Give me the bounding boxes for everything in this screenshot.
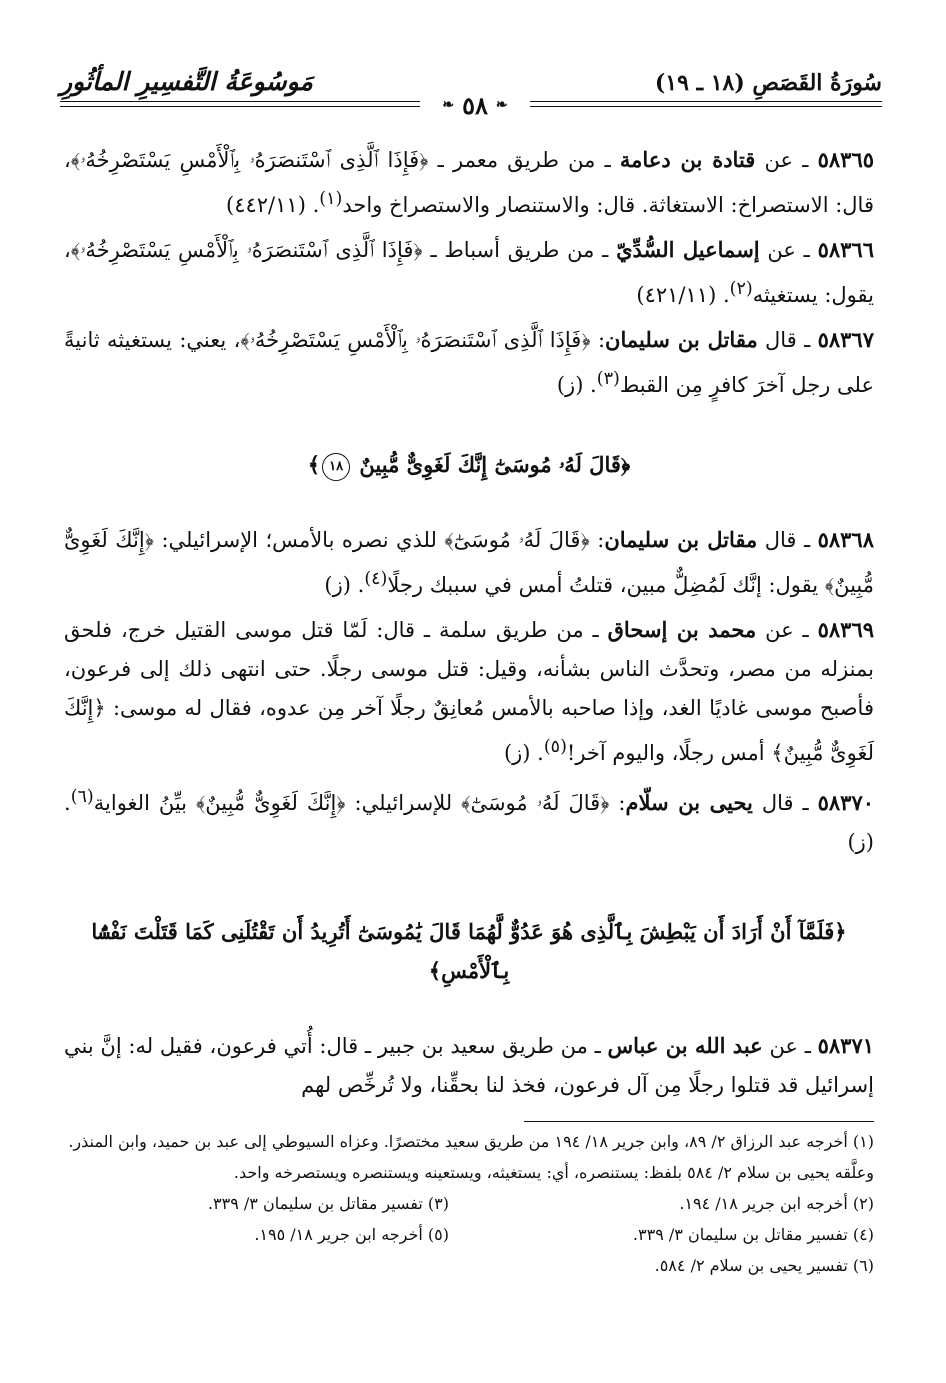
source-ref: . (ز) xyxy=(64,791,874,854)
narrator-name: مقاتل بن سليمان xyxy=(604,527,758,552)
entry-text: : ﴿قَالَ لَهُۥ مُوسَىٰٓ﴾ للإسرائيلي: ﴿إِنَّكَ لَغَوِىٌّ مُّبِينٌ﴾ بيِّنُ الغواية xyxy=(93,791,626,815)
footnote-divider xyxy=(524,1121,874,1122)
entry-text: ـ من طريق سلمة ـ قال: لَمّا قتل موسى القتيل خرج، فلحق بمنزله من مصر، وتحدَّث الناس بشأنه، وقيل: قتل موسى رجلًا. حتى انتهى ذلك إلى فرعون، فأصبح موسى غاديًا الغد، وإذا صاحبه بالأمس مُعانِقٌ رجلًا آخر مِن عدوه، فقال له موسى: ﴿إِنَّكَ لَغَوِىٌّ مُّبِينٌ﴾ أمس رجلًا، واليوم آخر! xyxy=(64,618,874,765)
entry: ٥٨٣٦٧ ـ قال مقاتل بن سليمان: ﴿فَإِذَا ٱلَّذِى ٱسْتَنصَرَهُۥ بِٱلْأَمْسِ يَسْتَصْرِخُهُۥ﴾، يعني: يستغيثه ثانيةً على رجل آخرَ كافرٍ مِن القبط$^{(٣)}$. (ز) xyxy=(64,327,874,397)
quran-verse xyxy=(64,912,874,990)
entry-text: : ﴿فَإِذَا ٱلَّذِى ٱسْتَنصَرَهُۥ بِٱلْأَمْسِ يَسْتَصْرِخُهُۥ﴾، يعني: يستغيثه ثانيةً على رجل آخرَ كافرٍ مِن القبط xyxy=(64,328,874,397)
entry: ٥٨٣٦٥ ـ عن قتادة بن دعامة ـ من طريق معمر ـ ﴿فَإِذَا ٱلَّذِى ٱسْتَنصَرَهُۥ بِٱلْأَمْسِ يَسْتَصْرِخُهُۥ﴾، قال: الاستصراخ: الاستغاثة. قال: والاستنصار والاستصراخ واحد$^{(١)}$. (٤٤٢/١١) xyxy=(64,147,875,217)
entry-number: ٥٨٣٧١ xyxy=(817,1033,875,1058)
quran-verse: ﴿قَالَ لَهُۥ مُوسَىٰٓ إِنَّكَ لَغَوِىٌّ مُّبِينٌ ١٨﴾ xyxy=(64,445,874,484)
source-ref: . (٤٤٢/١١) xyxy=(226,193,320,217)
source-ref: . (٤٢١/١١) xyxy=(636,283,730,307)
entry: ٥٨٣٦٨ ـ قال مقاتل بن سليمان: ﴿قَالَ لَهُۥ مُوسَىٰٓ﴾ للذي نصره بالأمس؛ الإسرائيلي: ﴿إِنَّكَ لَغَوِىٌّ مُّبِينٌ﴾ يقول: إنَّك لَمُضِلٌّ مبين، قتلتُ أمس في سببك رجلًا$^{(٤)}$. (ز) xyxy=(64,527,874,597)
verse-text: ﴿قَالَ لَهُۥ مُوسَىٰٓ إِنَّكَ لَغَوِىٌّ مُّبِينٌ xyxy=(359,452,631,477)
entry-number: ٥٨٣٦٨ xyxy=(817,527,874,552)
footnote: (١) أخرجه عبد الرزاق ٢/ ٨٩، وابن جرير ١٨/ ١٩٤ من طريق سعيد مختصرًا. وعزاه السيوطي إلى عبد بن حميد، وابن المنذر. وعلَّقه يحيى بن سلام ٢/ ٥٨٤ بلفظ: يستنصره، أي: يستغيثه، ويستعينه ويستنصره ويستصرخه واحد. xyxy=(68,1132,874,1182)
narrator-name: قتادة بن دعامة xyxy=(619,147,756,172)
footnote: (٣) تفسير مقاتل بن سليمان ٣/ ٣٣٩. xyxy=(207,1194,449,1213)
footnote-ref: (٢) xyxy=(729,279,753,299)
footnote: (٦) تفسير يحيى بن سلام ٢/ ٥٨٤. xyxy=(654,1256,874,1275)
entry-text: ـ من طريق معمر ـ ﴿فَإِذَا ٱلَّذِى ٱسْتَنصَرَهُۥ بِٱلْأَمْسِ يَسْتَصْرِخُهُۥ﴾، قال: الاستصراخ: الاستغاثة. قال: والاستنصار والاستصراخ واحد xyxy=(64,148,874,217)
footnotes xyxy=(64,1126,874,1281)
page-number: ٥٨ xyxy=(462,90,488,120)
entry-number: ٥٨٣٦٩ xyxy=(817,617,875,642)
entry-number: ٥٨٣٧٠ xyxy=(817,790,875,815)
ornament-icon: ❧ xyxy=(442,97,455,113)
entry-text: ـ من طريق سعيد بن جبير ـ قال: أُتي فرعون، فقيل له: إنَّ بني إسرائيل قد قتلوا رجلًا مِن آل فرعون، فخذ لنا بحقِّنا، ولا تُرخِّص لهم xyxy=(64,1034,874,1097)
page-number-box xyxy=(420,88,530,122)
footnote-ref: (١) xyxy=(319,189,343,209)
entry-text: ـ من طريق أسباط ـ ﴿فَإِذَا ٱلَّذِى ٱسْتَنصَرَهُۥ بِٱلْأَمْسِ يَسْتَصْرِخُهُۥ﴾، يقول: يستغيثه xyxy=(64,238,874,307)
footnote-ref: (٣) xyxy=(596,369,620,389)
narrator-name: عبد الله بن عباس xyxy=(607,1033,763,1058)
source-ref: . (ز) xyxy=(556,373,597,397)
entry-number: ٥٨٣٦٧ xyxy=(817,327,874,352)
ayah-number-icon: ١٨ xyxy=(322,453,350,481)
narrator-name: محمد بن إسحاق xyxy=(607,617,757,642)
narrator-name: مقاتل بن سليمان xyxy=(605,327,758,352)
entry: ٥٨٣٦٦ ـ عن إسماعيل السُّدِّيّ ـ من طريق أسباط ـ ﴿فَإِذَا ٱلَّذِى ٱسْتَنصَرَهُۥ بِٱلْأَمْسِ يَسْتَصْرِخُهُۥ﴾، يقول: يستغيثه$^{(٢)}$. (٤٢١/١١) xyxy=(64,237,874,307)
main-content xyxy=(64,140,874,1110)
footnote: (٥) أخرجه ابن جرير ١٨/ ١٩٥. xyxy=(254,1225,449,1244)
source-ref: . (ز) xyxy=(503,741,544,765)
book-title: مَوسُوعَةُ التَّفسِيرِ المأثُورِ xyxy=(60,67,313,96)
source-ref: . (ز) xyxy=(324,573,365,597)
entry: ٥٨٣٧٠ ـ قال يحيى بن سلّام: ﴿قَالَ لَهُۥ مُوسَىٰٓ﴾ للإسرائيلي: ﴿إِنَّكَ لَغَوِىٌّ مُّبِينٌ﴾ بيِّنُ الغواية$^{(٦)}$. (ز) xyxy=(64,787,875,854)
footnote: (٢) أخرجه ابن جرير ١٨/ ١٩٤. xyxy=(679,1194,874,1213)
entry-text: : ﴿قَالَ لَهُۥ مُوسَىٰٓ﴾ للذي نصره بالأمس؛ الإسرائيلي: ﴿إِنَّكَ لَغَوِىٌّ مُّبِينٌ﴾ يقول: إنَّك لَمُضِلٌّ مبين، قتلتُ أمس في سببك رجلًا xyxy=(64,528,874,597)
footnote-ref: (٤) xyxy=(364,569,388,589)
footnote: (٤) تفسير مقاتل بن سليمان ٣/ ٣٣٩. xyxy=(632,1225,874,1244)
surah-title: سُورَةُ القَصَصِ (١٨ ـ ١٩) xyxy=(654,70,882,96)
footnote-grid xyxy=(64,1188,874,1281)
entry: ٥٨٣٧١ ـ عن عبد الله بن عباس ـ من طريق سعيد بن جبير ـ قال: أُتي فرعون، فقيل له: إنَّ بني إسرائيل قد قتلوا رجلًا مِن آل فرعون، فخذ لنا بحقِّنا، ولا تُرخِّص لهم xyxy=(64,1033,875,1097)
entry-number: ٥٨٣٦٦ xyxy=(817,237,874,262)
entry: ٥٨٣٦٩ ـ عن محمد بن إسحاق ـ من طريق سلمة ـ قال: لَمّا قتل موسى القتيل خرج، فلحق بمنزله من مصر، وتحدَّث الناس بشأنه، وقيل: قتل موسى رجلًا. حتى انتهى ذلك إلى فرعون، فأصبح موسى غاديًا الغد، وإذا صاحبه بالأمس مُعانِقٌ رجلًا آخر مِن عدوه، فقال له موسى: ﴿إِنَّكَ لَغَوِىٌّ مُّبِينٌ﴾ أمس رجلًا، واليوم آخر!$^{(٥)}$. (ز) xyxy=(64,617,875,765)
footnote-ref: (٦) xyxy=(70,787,94,807)
narrator-name: يحيى بن سلّام xyxy=(625,790,753,815)
verse-text: ﴿فَلَمَّآ أَنْ أَرَادَ أَن يَبْطِشَ بِٱلَّذِى هُوَ عَدُوٌّ لَّهُمَا قَالَ يَٰمُوسَىٰٓ أَتُرِيدُ أَن تَقْتُلَنِى كَمَا قَتَلْتَ نَفْسًۢا بِٱلْأَمْسِ﴾ xyxy=(91,919,847,983)
footnote-ref: (٥) xyxy=(543,737,567,757)
ornament-icon: ❧ xyxy=(495,97,508,113)
entry-number: ٥٨٣٦٥ xyxy=(817,147,875,172)
narrator-name: إسماعيل السُّدِّيّ xyxy=(616,237,760,262)
